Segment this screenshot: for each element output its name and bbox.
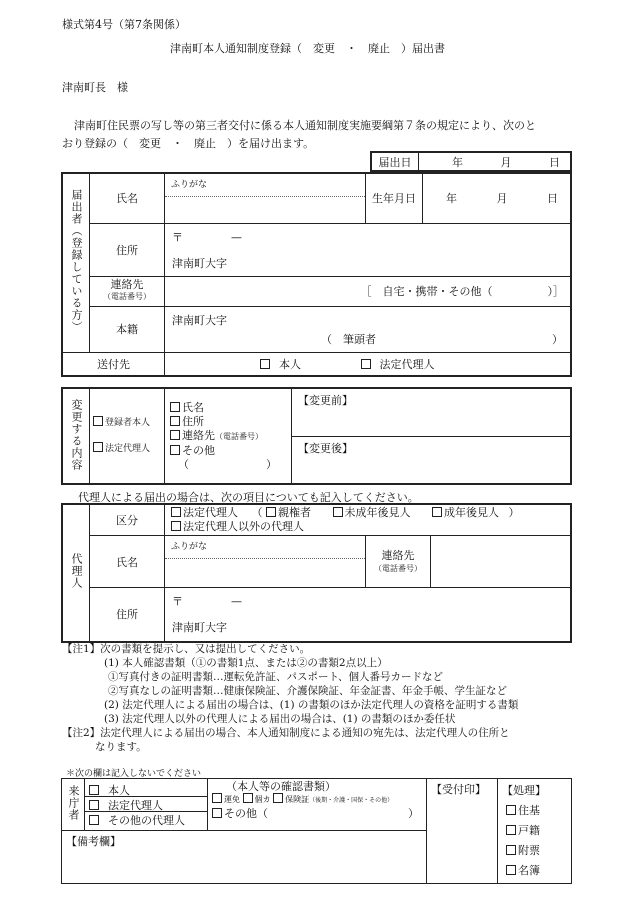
stamp-field[interactable] <box>427 779 498 884</box>
filing-date-box <box>370 151 572 172</box>
process-field <box>498 779 572 884</box>
applicant-section-label: 届出者（登録している方） <box>62 173 90 352</box>
doc-insurance-option[interactable]: 保険証（後期・介護・国保・その他） <box>273 795 393 804</box>
agent-contact-field[interactable] <box>431 536 572 588</box>
applicant-address-label: 住所 <box>90 223 165 276</box>
cat-paren-open: （ <box>251 506 263 519</box>
doc-individual-checkbox[interactable] <box>243 793 253 803</box>
form-number: 様式第4号（第7条関係） <box>62 18 186 31</box>
p-fuhyo-checkbox[interactable] <box>506 845 516 855</box>
honseki-label: 本籍 <box>90 306 165 352</box>
target-legal-checkbox[interactable] <box>93 442 103 452</box>
id-docs-field <box>208 779 427 831</box>
applicant-address-value: 津南町大字 <box>172 256 227 270</box>
cat-adult-checkbox[interactable] <box>432 507 442 517</box>
agent-address-label: 住所 <box>90 588 165 642</box>
p-meibo-checkbox[interactable] <box>506 865 516 875</box>
birth-year-label: 年 <box>446 192 457 206</box>
target-self-checkbox[interactable] <box>93 416 103 426</box>
change-target <box>90 388 165 484</box>
change-items <box>165 388 292 484</box>
send-legal-checkbox[interactable] <box>361 359 371 369</box>
agent-table <box>61 503 572 643</box>
agent-category-label: 区分 <box>90 504 165 536</box>
agent-name-field[interactable] <box>165 536 366 588</box>
p-fuhyo-option[interactable]: 附票 <box>502 841 567 861</box>
agent-postal-dash: — <box>231 595 242 608</box>
send-self-checkbox[interactable] <box>260 359 270 369</box>
p-jukei-checkbox[interactable] <box>506 805 516 815</box>
p-koseki-option[interactable]: 戸籍 <box>502 821 567 841</box>
cat-minor-checkbox[interactable] <box>333 507 343 517</box>
birth-day-label: 日 <box>547 192 558 206</box>
postal-mark: 〒 <box>172 230 183 244</box>
remarks-field[interactable] <box>62 830 427 883</box>
note-1-1b: ②写真なしの証明書類…健康保険証、介護保険証、年金証書、年金手帳、学生証など <box>108 685 507 697</box>
filing-date-field[interactable] <box>419 152 572 171</box>
v-legal-option[interactable]: 法定代理人 <box>85 797 207 812</box>
v-self-checkbox[interactable] <box>89 785 99 795</box>
agent-contact-label: 連絡先 （電話番号） <box>366 536 431 588</box>
doc-license-option[interactable]: 運免 <box>212 795 240 804</box>
send-self-option[interactable]: 本人 <box>260 358 301 371</box>
cat-paren-close: ） <box>508 506 520 519</box>
v-other-option[interactable]: その他の代理人 <box>85 812 207 826</box>
before-label: 【変更前】 <box>298 394 353 407</box>
honseki-value: 津南町大字 <box>172 313 227 327</box>
send-to-field <box>165 352 572 376</box>
item-contact-option[interactable]: 連絡先（電話番号） <box>170 429 286 444</box>
cat-other-checkbox[interactable] <box>171 521 181 531</box>
note-2: 【注2】法定代理人による届出の場合、本人通知制度による通知の宛先は、法定代理人の住所と <box>62 727 510 739</box>
doc-license-checkbox[interactable] <box>212 793 222 803</box>
visitor-label: 来庁者 <box>62 779 85 831</box>
p-koseki-checkbox[interactable] <box>506 825 516 835</box>
cat-legal-option[interactable]: 法定代理人 <box>171 506 238 519</box>
applicant-contact-field[interactable] <box>165 276 572 306</box>
agent-section-label: 代理人 <box>62 504 90 642</box>
applicant-address-field[interactable] <box>165 223 572 276</box>
birthdate-label: 生年月日 <box>366 173 423 223</box>
addressee: 津南町長 様 <box>62 81 128 94</box>
agent-intro: 代理人による届出の場合は、次の項目についても記入してください。 <box>78 491 419 504</box>
item-address-option[interactable]: 住所 <box>170 415 286 429</box>
cat-parent-checkbox[interactable] <box>266 507 276 517</box>
agent-postal-mark: 〒 <box>172 595 183 608</box>
contact-options: ［ 自宅・携帯・その他（ ）］ <box>360 285 564 298</box>
after-label: 【変更後】 <box>298 441 353 455</box>
applicant-name-label: 氏名 <box>90 173 165 223</box>
item-name-option[interactable]: 氏名 <box>170 401 286 415</box>
cat-adult-option[interactable]: 成年後見人 <box>432 506 499 519</box>
agent-category-field <box>165 504 572 536</box>
after-field[interactable] <box>292 436 572 484</box>
cat-legal-checkbox[interactable] <box>171 507 181 517</box>
process-label: 【処理】 <box>502 784 546 797</box>
send-to-label: 送付先 <box>62 352 165 376</box>
v-self-option[interactable]: 本人 <box>85 782 207 797</box>
doc-other-option[interactable]: その他（ ） <box>212 807 422 820</box>
agent-address-value: 津南町大字 <box>172 621 227 634</box>
doc-insurance-checkbox[interactable] <box>273 793 283 803</box>
doc-other-checkbox[interactable] <box>212 808 222 818</box>
cat-other-option[interactable]: 法定代理人以外の代理人 <box>171 520 564 534</box>
office-table <box>61 778 572 884</box>
cat-minor-option[interactable]: 未成年後見人 <box>333 506 411 519</box>
filing-day-label: 日 <box>549 155 560 169</box>
item-address-checkbox[interactable] <box>170 416 180 426</box>
item-other-option[interactable]: その他 <box>170 444 286 458</box>
agent-furigana: ふりがな <box>165 536 365 559</box>
send-legal-option[interactable]: 法定代理人 <box>361 358 435 371</box>
v-legal-checkbox[interactable] <box>89 800 99 810</box>
intro-line-2: おり登録の（ 変更 ・ 廃止 ）を届け出ます。 <box>62 137 315 150</box>
note-1-1: (1) 本人確認書類（①の書類1点、または②の書類2点以上） <box>104 657 388 669</box>
agent-address-field[interactable] <box>165 588 572 642</box>
applicant-table <box>61 172 572 377</box>
item-contact-checkbox[interactable] <box>170 430 180 440</box>
note-1-1a: ①写真付きの証明書類…運転免許証、パスポート、個人番号カードなど <box>108 671 444 683</box>
applicant-furigana: ふりがな <box>165 174 365 197</box>
target-legal-option[interactable]: 法定代理人 <box>93 436 161 462</box>
item-other-paren: （ ） <box>178 457 277 471</box>
note-1-2: (2) 法定代理人による届出の場合は、(1) の書類のほか法定代理人の資格を証明する書類 <box>104 699 519 711</box>
v-other-checkbox[interactable] <box>89 815 99 825</box>
note-1: 【注1】次の書類を提示し、又は提出してください。 <box>62 643 311 655</box>
filing-month-label: 月 <box>500 155 512 169</box>
change-section-label: 変更する内容 <box>62 388 90 484</box>
applicant-contact-label: 連絡先 （電話番号） <box>90 276 165 306</box>
head-of-household: （ 筆頭者 ） <box>321 332 563 346</box>
form-title: 津南町本人通知制度登録（ 変更 ・ 廃止 ）届出書 <box>170 42 445 55</box>
postal-dash: — <box>231 230 242 244</box>
filing-date-label: 届出日 <box>371 152 419 171</box>
p-jukei-option[interactable]: 住基 <box>502 801 567 821</box>
intro-line-1: 津南町住民票の写し等の第三者交付に係る本人通知制度実施要綱第７条の規定により、次のと <box>74 119 536 132</box>
target-self-option[interactable]: 登録者本人 <box>93 410 161 436</box>
remarks-label: 【備考欄】 <box>66 834 121 848</box>
p-meibo-option[interactable]: 名簿 <box>502 861 567 881</box>
doc-individual-option[interactable]: 個カ <box>243 795 271 804</box>
note-2-cont: なります。 <box>95 741 147 753</box>
agent-name-label: 氏名 <box>90 536 165 588</box>
honseki-field[interactable] <box>165 306 572 352</box>
birthdate-field[interactable] <box>423 173 572 223</box>
applicant-name-field[interactable] <box>165 173 366 223</box>
note-1-3: (3) 法定代理人以外の代理人による届出の場合は、(1) の書類のほか委任状 <box>104 713 456 725</box>
cat-parent-option[interactable]: 親権者 <box>266 506 311 519</box>
item-name-checkbox[interactable] <box>170 402 180 412</box>
before-field[interactable] <box>292 388 572 436</box>
office-caption: ＊次の欄は記入しないでください <box>66 769 202 779</box>
stamp-label: 【受付印】 <box>431 783 486 796</box>
visitor-options <box>85 779 208 831</box>
item-other-checkbox[interactable] <box>170 445 180 455</box>
filing-year-label: 年 <box>452 155 463 169</box>
birth-month-label: 月 <box>496 192 508 206</box>
change-table <box>61 387 572 485</box>
id-docs-label: （本人等の確認書類） <box>226 780 336 793</box>
